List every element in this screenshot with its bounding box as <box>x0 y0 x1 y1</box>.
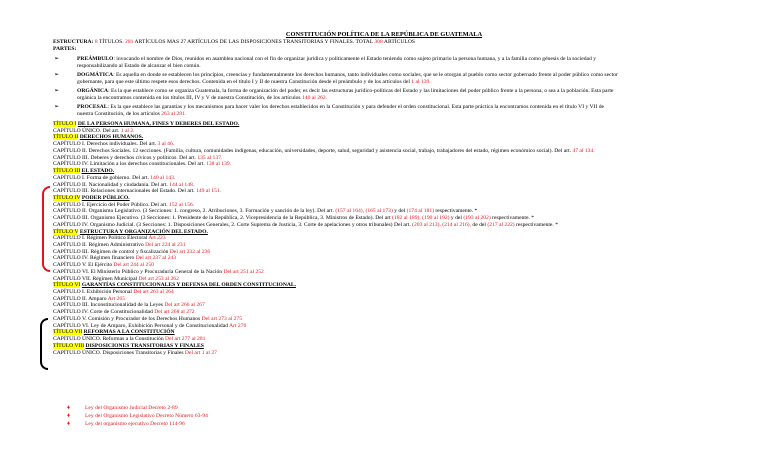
capitulo-text: CAPÍTULO V. Comisión y Procurador de los Derechos Humanos <box>53 315 202 322</box>
capitulo-articles-2: (217 al 222) <box>487 221 515 228</box>
titulo-name: PODER PÚBLICO. <box>81 194 130 201</box>
titulo-name: REFORMAS A LA CONSTITUCIÓN <box>83 329 175 336</box>
titulo-name: ESTRUCTURA Y ORGANIZACIÓN DEL ESTADO. <box>79 228 208 235</box>
capitulo-articles: (157 al 164), (165 al 173) <box>335 208 393 215</box>
titulo-number: TÍTULO III <box>53 168 81 174</box>
parte-desc-1: : Es aquella en donde se establecen los principios, creencias y fundamentalmente los derechos humanos, tanto individuales como sociales, que se le otorgan al pueblo como sector gobernado frente al poder público como sector <box>113 72 618 78</box>
capitulo-articles: 135 al 137. <box>197 154 223 161</box>
capitulo-text: CAPÍTULO IV. Régimen financiero <box>53 255 136 262</box>
capitulo-articles: 138 al 139. <box>206 161 232 168</box>
partes-label: PARTES: <box>53 46 77 52</box>
arrow-bullet-icon: ➢ <box>54 88 60 94</box>
capitulo-text: CAPÍTULO I. Exhibición Personal <box>53 289 134 295</box>
parte-desc-2: responsabilizando al Estado de alcanzar el bien común. <box>77 63 201 69</box>
capitulo-articles-2: (174 al 181) <box>406 208 434 215</box>
capitulo-text: CAPÍTULO IV. Corte de Constitucionalidad <box>53 309 155 316</box>
parte-articles: 140 al 262. <box>302 95 328 101</box>
parte-desc-2: orgánica la encontramos contenida en los títulos III, IV y V de nuestra Constitución, de los artículos <box>77 95 302 101</box>
capitulo-text: CAPÍTULO III. Relaciones internacionales del Estado. Del art. <box>53 188 197 195</box>
capitulo-articles: Art 276 <box>229 322 247 329</box>
capitulo-text: CAPÍTULO II. Organismo Legislativo. (3 Secciones: 1. congreso, 2. Atribuciones, 3. Formación y sanción de la ley). Del art. <box>53 208 336 215</box>
bullet-dot-icon: ♦ <box>67 421 71 427</box>
capitulo-text: CAPÍTULO I. Ejercicio del Poder Público. Del art. <box>53 201 170 208</box>
parte-name: DOGMÁTICA <box>77 72 114 78</box>
capitulo-articles: 47 al 134. <box>572 147 595 154</box>
parte-desc-1: : Es la que establece como se organiza Guatemala, la forma de organización del poder, es decir las estructuras jurídico-políticas del Estado y las limitaciones del poder público frente a la persona, o sea a la población. Esta parte <box>108 88 614 94</box>
titulo-name: DE LA PERSONA HUMANA, FINES Y DEBERES DEL ESTADO. <box>77 121 240 127</box>
bullet-dot-icon: ♦ <box>67 413 71 419</box>
capitulo-articles: 1 al 2. <box>120 127 135 134</box>
capitulo-text: CAPÍTULO I. Régimen Político Electoral <box>53 235 149 242</box>
arrow-bullet-icon: ➢ <box>54 104 60 110</box>
parte-desc-1: : invocando el nombre de Dios, reunidos en asamblea nacional con el fin de organizar jurídica y políticamente el Estado teniendo como sujeto primario la persona humana, y a la familia como génesis de la sociedad y <box>113 56 597 62</box>
ley-text: Ley del Organismo Judicial Decreto 2-89 <box>85 405 178 411</box>
capitulo-text: CAPÍTULO II. Derechos Sociales. 12 secciones. (Familia, cultura, comunidades indígenas, educación, universidades, deporte, salud, seguridad y asistencia social, trabajo, trabajadores del estado, régimen económico social). Del art. <box>53 147 573 154</box>
capitulo-text: CAPÍTULO VI. Ley de Amparo, Exhibición Personal y de Constitucionalidad <box>53 322 230 329</box>
capitulo-text: CAPÍTULO IV. Organismo Judicial. (3 Secciones: 1. Disposiciones Generales, 2. Corte Suprema de Justicia, 3. Corte de apelaciones y otros tribunales) Del art. <box>53 221 413 228</box>
capitulo-text: CAPÍTULO ÚNICO. Disposiciones Transitorias y Finales <box>53 349 185 356</box>
titulo-number: TÍTULO IV <box>53 194 81 201</box>
capitulo-articles: Del art 277 al 281 <box>165 336 206 342</box>
capitulo-articles: Del art 268 al 272 <box>154 309 195 316</box>
capitulo-articles: Art 223 <box>148 235 166 242</box>
parte-text <box>77 56 757 70</box>
parte-desc-2: gobernante, para que este último respete esos derechos. Contenida en el título I y II de nuestra Constitución desde el preámbulo y de los artículos del <box>77 79 412 85</box>
bracket-organica <box>42 186 50 272</box>
capitulo-text: CAPÍTULO ÚNICO. Reformas a la Constitución <box>53 336 166 342</box>
parte-desc-1: : Es la que establece las garantías y los mecanismos para hacer valer los derechos establecidos en la Constitución y para defender el orden constitucional. Esta parte práctica la encontramos contenida en el título VI y VII de <box>107 104 604 110</box>
estructura-total-text: ARTÍCULOS <box>382 39 415 45</box>
capitulo-text: CAPÍTULO IV. Limitación a los derechos constitucionales. Del art. <box>53 161 207 168</box>
capitulo-articles: Del art 263 al 264 <box>133 289 174 295</box>
capitulo-articles-2: (193 al 202) <box>463 215 491 222</box>
capitulo-articles: Del art 232 al 236 <box>169 248 211 255</box>
capitulo-articles: Del art 1 al 27 <box>184 349 217 356</box>
capitulo-articles: Del art 266 al 267 <box>164 302 205 309</box>
capitulo-text-3: respectivamente. * <box>433 208 478 215</box>
capitulo-text-2: de del <box>471 221 488 228</box>
parte-articles: 263 al 281. <box>161 111 187 117</box>
capitulo-articles: (182 al 189), (190 al 192) <box>392 215 450 222</box>
parte-name: PROCESAL <box>77 104 108 110</box>
estructura-n-titulos: 8 <box>94 39 98 45</box>
estructura-titulos-text: TÍTULOS. <box>97 39 126 45</box>
arrow-bullet-icon: ➢ <box>54 72 60 78</box>
capitulo-text: CAPÍTULO III. Deberes y derechos cívicos y políticos. Del art. <box>53 154 198 161</box>
capitulo-articles: 144 al 148. <box>169 181 195 188</box>
capitulo-text: CAPÍTULO VI. El Ministerio Público y Procuraduría General de la Nación <box>53 268 224 275</box>
parte-name: ORGÁNICA <box>77 88 109 94</box>
capitulo-articles: Del art 251 al 252 <box>223 268 264 275</box>
capitulo-text: CAPÍTULO II. Nacionalidad y ciudadanía. Del art. <box>53 181 170 188</box>
parte-text <box>77 72 757 86</box>
ley-text: Ley del Organismo Legislativo Decreto Número 63-94 <box>85 413 208 419</box>
capitulo-articles: 140 al 143. <box>150 174 176 181</box>
capitulo-text: CAPÍTULO ÚNICO. Del art. <box>53 127 121 134</box>
capitulo-text: CAPÍTULO V. El Ejército <box>53 262 114 269</box>
capitulo-line <box>53 350 217 357</box>
capitulo-articles: Del art 237 al 243 <box>135 255 177 262</box>
titulo-name: DERECHOS HUMANOS. <box>79 134 144 141</box>
estructura-n-articulos: 281 <box>125 39 134 45</box>
bracket-procesal <box>40 318 48 370</box>
capitulo-text-2: y del <box>449 215 464 222</box>
capitulo-text: CAPÍTULO VII. Régimen Municipal <box>53 275 139 282</box>
titulo-number: TÍTULO V <box>53 228 79 235</box>
parte-name: PREÁMBULO <box>77 56 114 62</box>
capitulo-text: CAPÍTULO II. Amparo <box>53 295 108 302</box>
capitulo-articles: (203 al 213), (214 al 216), <box>412 221 472 228</box>
capitulo-articles: Del art 253 al 262 <box>138 275 179 282</box>
capitulo-text-3: respectivamente. * <box>514 221 559 228</box>
parte-articles: 1 al 139. <box>411 79 431 85</box>
estructura-label: ESTRUCTURA: <box>53 39 94 45</box>
capitulo-text: CAPÍTULO III. Régimen de control y fiscalización <box>53 248 170 255</box>
capitulo-text: CAPÍTULO III. Organismo Ejecutivo. (3 Secciones: 1. Presidente de la República, 2. Vicepresidencia de la República, 3. Ministros de Estado). Del art <box>53 215 393 222</box>
titulo-number: TÍTULO II <box>53 134 79 141</box>
capitulo-articles: 149 al 151. <box>196 188 222 195</box>
capitulo-text: CAPÍTULO I. Derechos individuales. Del art. <box>53 141 158 148</box>
arrow-bullet-icon: ➢ <box>54 56 60 62</box>
document-title: CONSTITUCIÓN POLÍTICA DE LA REPÚBLICA DE GUATEMALA <box>285 31 483 38</box>
estructura-articulos-text: ARTÍCULOS MAS 27 ARTÍCULOS DE LAS DISPOSICIONES TRANSITORIAS Y FINALES. TOTAL <box>133 39 375 45</box>
titulo-number: TÍTULO VI <box>53 282 81 289</box>
capitulo-articles: Art 265 <box>107 295 125 302</box>
titulo-number: TÍTULO VII <box>53 329 83 336</box>
titulo-name: GARANTÍAS CONSTITUCIONALES Y DEFENSA DEL ORDEN CONSTITUCIONAL. <box>81 282 297 289</box>
capitulo-text-3: respectivamente. * <box>490 215 535 222</box>
capitulo-text: CAPÍTULO I. Forma de gobierno. Del art. <box>53 174 151 181</box>
bullet-dot-icon: ♦ <box>67 405 71 411</box>
titulo-number: TÍTULO I <box>53 121 77 127</box>
titulo-number: TÍTULO VIII <box>53 342 85 349</box>
estructura-n-total: 308 <box>374 39 383 45</box>
titulo-name: DISPOSICIONES TRANSITORIAS Y FINALES <box>85 342 204 349</box>
parte-text <box>77 104 757 118</box>
parte-text <box>77 88 757 102</box>
capitulo-articles: 3 al 46. <box>157 141 175 148</box>
parte-desc-2: nuestra Constitución, de los artículos <box>77 111 162 117</box>
estructura-line <box>53 39 415 46</box>
titulo-name: EL ESTADO. <box>81 168 115 174</box>
capitulo-articles: 152 al 156. <box>169 201 195 208</box>
capitulo-articles: Del art 273 al 275 <box>201 315 243 322</box>
capitulo-text: CAPÍTULO II. Régimen Administrativo <box>53 242 146 248</box>
capitulo-articles: Del art 244 al 250 <box>113 262 154 269</box>
capitulo-text-2: y del <box>392 208 407 215</box>
ley-text: Ley del organismo ejecutivo Decreto 114-96 <box>85 421 185 427</box>
capitulo-articles: Del art 224 al 231 <box>145 242 186 248</box>
capitulo-text: CAPÍTULO III. Inconstitucionalidad de la Leyes <box>53 302 165 309</box>
